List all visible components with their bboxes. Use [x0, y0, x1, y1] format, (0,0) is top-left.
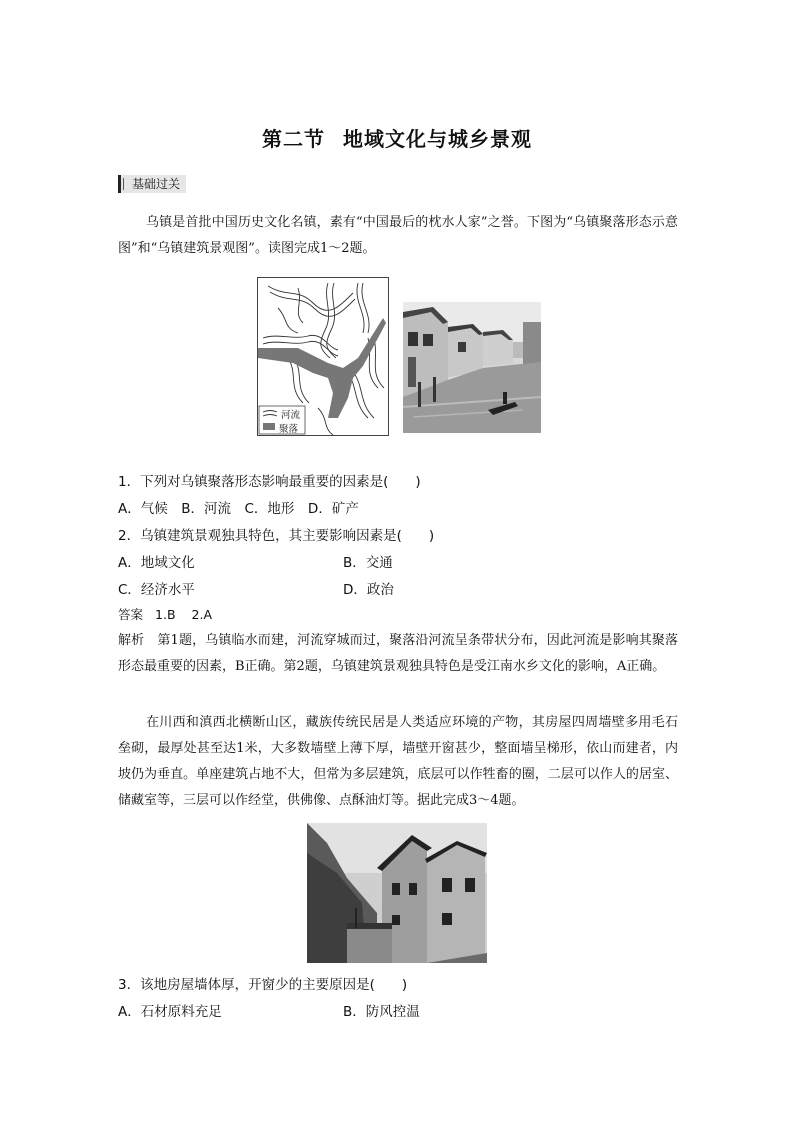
- section-title: 地域文化与城乡景观: [343, 127, 532, 151]
- section-number: 第二节: [262, 127, 325, 151]
- answer-line: [118, 605, 212, 623]
- section-badge: 基础过关: [118, 175, 186, 193]
- answer-label: 答案: [118, 607, 144, 622]
- question-3-option-b: B．防风控温: [343, 1004, 420, 1020]
- question-2-option-d: D．政治: [343, 582, 394, 598]
- question-3-stem: 3．该地房屋墙体厚，开窗少的主要原因是( ): [118, 977, 408, 993]
- intro-paragraph: 乌镇是首批中国历史文化名镇，素有“中国最后的枕水人家”之誉。下图为“乌镇聚落形态示意图”和“乌镇建筑景观图”。读图完成1～2题。: [118, 215, 678, 256]
- question-3-option-a: A．石材原料充足: [118, 1004, 222, 1020]
- question-2-option-c: C．经济水平: [118, 582, 195, 598]
- analysis-paragraph: 解析 第1题，乌镇临水而建，河流穿城而过，聚落沿河流呈条带状分布，因此河流是影响其聚落形态最重要的因素，B正确。第2题，乌镇建筑景观独具特色是受江南水乡文化的影响，A正确。: [118, 633, 678, 674]
- tibetan-house-photo: [307, 823, 487, 963]
- settlement-map: [257, 277, 389, 436]
- wuzhen-photo: [403, 302, 541, 433]
- legend-river-label: 河流: [281, 410, 301, 421]
- legend-settlement-label: 聚落: [279, 424, 299, 435]
- passage-2: 在川西和滇西北横断山区，藏族传统民居是人类适应环境的产物，其房屋四周墙壁多用毛石垒砌，最厚处甚至达1米，大多数墙壁上薄下厚，墙壁开窗甚少，整面墙呈梯形，依山而建者，内坡仍为垂直。单座建筑占地不大，但常为多层建筑，底层可以作牲畜的圈，二层可以作人的居室、储藏室等，三层可以作经堂，供佛像、点酥油灯等。据此完成3～4题。: [118, 715, 678, 808]
- question-2-stem: 2．乌镇建筑景观独具特色，其主要影响因素是( ): [118, 528, 435, 544]
- question-1-stem: 1．下列对乌镇聚落形态影响最重要的因素是( ): [118, 474, 421, 490]
- question-1-options: A．气候 B．河流 C．地形 D．矿产: [118, 501, 359, 517]
- answer-1: 1.B: [155, 607, 176, 622]
- question-2-option-b: B．交通: [343, 555, 393, 571]
- question-2-option-a: A．地域文化: [118, 555, 195, 571]
- answer-2: 2.A: [191, 607, 213, 622]
- page-title: [0, 123, 794, 152]
